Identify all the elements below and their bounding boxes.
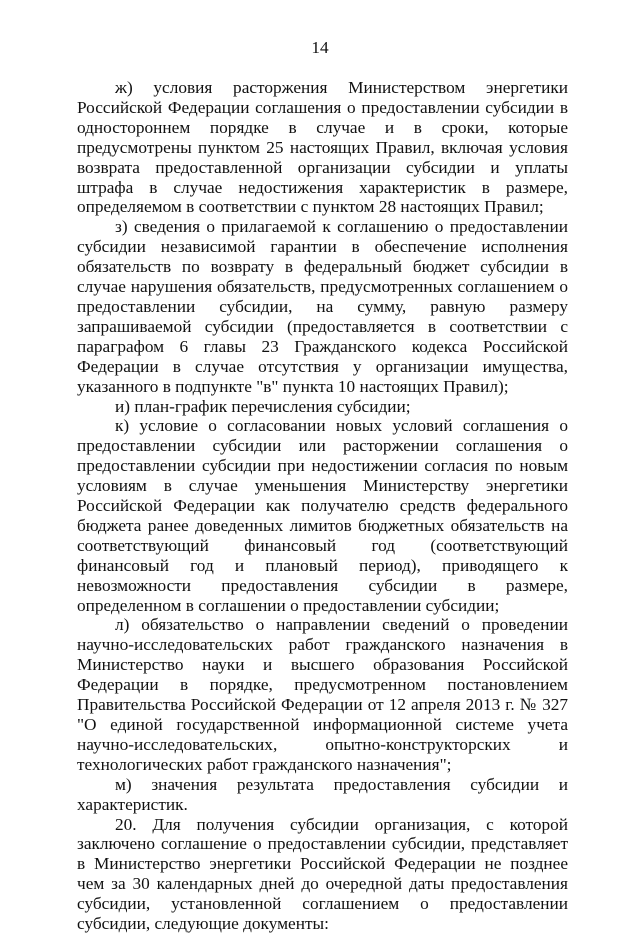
page-number: 14 xyxy=(311,38,329,57)
document-body xyxy=(77,78,568,934)
paragraph-l-research-reporting: л) обязательство о направлении сведений о проведении научно-исследовательских работ гражданского назначения в Министерство науки и высшего образования Российской Федерации в порядке, предусмотренном постановлением Правительства Российской Федерации от 12 апреля 2013 г. № 327 "О единой государственной информационной системе учета научно-исследовательских, опытно-конструкторских и технологических работ гражданского назначения"; xyxy=(77,615,568,774)
paragraph-20-required-documents: 20. Для получения субсидии организация, с которой заключено соглашение о предоставлении субсидии, представляет в Министерство энергетики Российской Федерации не позднее чем за 30 календарных дней до очередной даты предоставления субсидии, установленной соглашением о предоставлении субсидии, следующие документы: xyxy=(77,814,568,934)
paragraph-i-payment-schedule: и) план-график перечисления субсидии; xyxy=(115,396,411,416)
paragraph-z-independent-guarantee: з) сведения о прилагаемой к соглашению о предоставлении субсидии независимой гарантии в обеспечение исполнения обязательств по возврату в федеральный бюджет субсидии в случае нарушения обязательств, предусмотренных соглашением о предоставлении субсидии, на сумму, равную размеру запрашиваемой субсидии (предоставляется в соответствии с параграфом 6 главы 23 Гражданского кодекса Российской Федерации в случае отсутствия у организации имущества, указанного в подпункте "в" пункта 10 настоящих Правил); xyxy=(77,217,568,396)
paragraph-zh-termination-conditions: ж) условия расторжения Министерством энергетики Российской Федерации соглашения о предоставлении субсидии в одностороннем порядке в случае и в сроки, которые предусмотрены пунктом 25 настоящих Правил, включая условия возврата предоставленной организации субсидии и уплаты штрафа в случае недостижения характеристик в размере, определяемом в соответствии с пунктом 28 настоящих Правил; xyxy=(77,78,568,217)
paragraph-k-new-conditions: к) условие о согласовании новых условий соглашения о предоставлении субсидии или расторжении соглашения о предоставлении субсидии при недостижении согласия по новым условиям в случае уменьшения Министерству энергетики Российской Федерации как получателю средств федерального бюджета ранее доведенных лимитов бюджетных обязательств на соответствующий финансовый год (соответствующий финансовый год и плановый период), приводящего к невозможности предоставления субсидии в размере, определенном в соглашении о предоставлении субсидии; xyxy=(77,416,568,615)
paragraph-m-result-values: м) значения результата предоставления субсидии и характеристик. xyxy=(77,774,568,814)
